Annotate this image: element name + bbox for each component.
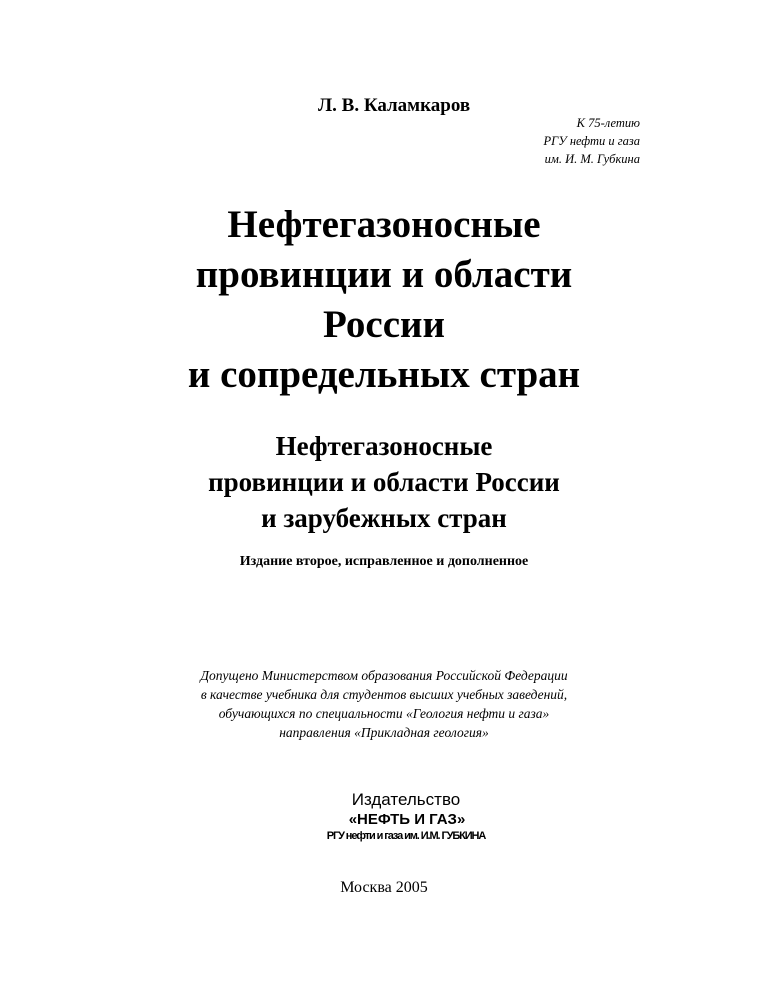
title-line: Нефтегазоносные [227, 203, 541, 246]
title-line: и сопредельных стран [187, 353, 581, 396]
publisher-block [0, 790, 768, 843]
title-line: провинции и области [195, 253, 573, 296]
approval-line: в качестве учебника для студентов высших учебных заведений, [200, 687, 568, 702]
book-subtitle [0, 428, 768, 536]
book-title [0, 200, 768, 400]
publisher-name: «НЕФТЬ И ГАЗ» [348, 811, 466, 828]
title-line: России [323, 303, 445, 346]
dedication-line: РГУ нефти и газа [543, 134, 640, 148]
publisher-label: Издательство [351, 790, 461, 809]
dedication-line: К 75-летию [576, 116, 640, 130]
subtitle-line: Нефтегазоносные [275, 431, 493, 461]
dedication-line: им. И. М. Губкина [544, 152, 640, 166]
approval-line: направления «Прикладная геология» [279, 725, 489, 740]
subtitle-line: и зарубежных стран [261, 503, 507, 533]
place-and-year: Москва 2005 [340, 879, 428, 896]
dedication [544, 114, 640, 168]
approval-line: Допущено Министерством образования Российской Федерации [200, 668, 568, 683]
publisher-organization: РГУ нефти и газа им. И.М. ГУБКИНА [326, 830, 486, 842]
author-name: Л. В. Каламкаров [318, 95, 471, 116]
edition-note: Издание второе, исправленное и дополненное [239, 554, 529, 569]
ministry-approval [0, 666, 768, 742]
approval-line: обучающихся по специальности «Геология нефти и газа» [218, 706, 550, 721]
subtitle-line: провинции и области России [208, 467, 560, 497]
